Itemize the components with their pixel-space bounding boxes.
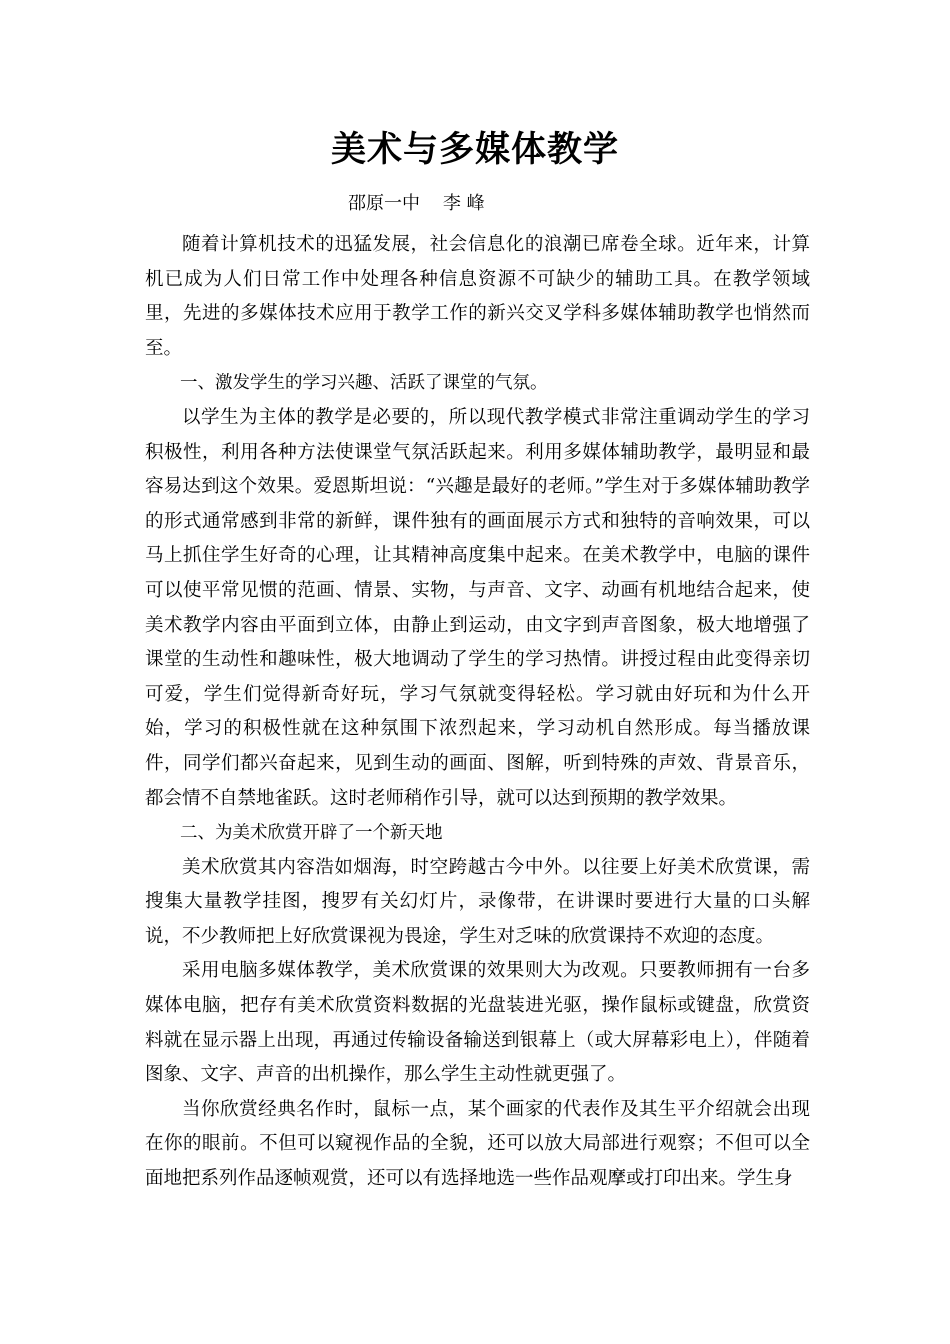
- section-2-paragraph-1: 美术欣赏其内容浩如烟海，时空跨越古今中外。以往要上好美术欣赏课，需搜集大量教学挂图，搜罗有关幻灯片，录像带，在讲课时要进行大量的口头解说，不少教师把上好欣赏课视为畏途，学生对乏味的欣赏课持不欢迎的态度。: [145, 856, 810, 947]
- document-body: [145, 228, 810, 1197]
- section-heading-2: 二、为美术欣赏开辟了一个新天地: [180, 823, 443, 844]
- document-title: 美术与多媒体教学: [330, 130, 619, 170]
- section-1-paragraph: 以学生为主体的教学是必要的，所以现代教学模式非常注重调动学生的学习积极性，利用各种方法使课堂气氛活跃起来。利用多媒体辅助教学，最明显和最容易达到这个效果。爱恩斯坦说：“兴趣是最好的老师。”学生对于多媒体辅助教学的形式通常感到非常的新鲜，课件独有的画面展示方式和独特的音响效果，可以马上抓住学生好奇的心理，让其精神高度集中起来。在美术教学中，电脑的课件可以使平常见惯的范画、情景、实物，与声音、文字、动画有机地结合起来，使美术教学内容由平面到立体，由静止到运动，由文字到声音图象，极大地增强了课堂的生动性和趣味性，极大地调动了学生的学习热情。讲授过程由此变得亲切可爱，学生们觉得新奇好玩，学习气氛就变得轻松。学习就由好玩和为什么开始，学习的积极性就在这种氛围下浓烈起来，学习动机自然形成。每当播放课件，同学们都兴奋起来，见到生动的画面、图解，听到特殊的声效、背景音乐，都会情不自禁地雀跃。这时老师稍作引导，就可以达到预期的教学效果。: [145, 406, 810, 809]
- section-2-paragraph-2: 采用电脑多媒体教学，美术欣赏课的效果则大为改观。只要教师拥有一台多媒体电脑，把存有美术欣赏资料数据的光盘装进光驱，操作鼠标或键盘，欣赏资料就在显示器上出现，再通过传输设备输送到银幕上（或大屏幕彩电上），伴随着图象、文字、声音的出机操作，那么学生主动性就更强了。: [145, 960, 810, 1086]
- section-2-paragraph-3: 当你欣赏经典名作时，鼠标一点，某个画家的代表作及其生平介绍就会出现在你的眼前。不但可以窥视作品的全貌，还可以放大局部进行观察；不但可以全面地把系列作品逐帧观赏，还可以有选择地选一些作品观摩或打印出来。学生身: [145, 1098, 810, 1190]
- intro-paragraph: 随着计算机技术的迅猛发展，社会信息化的浪潮已席卷全球。近年来，计算机已成为人们日常工作中处理各种信息资源不可缺少的辅助工具。在教学领域里，先进的多媒体技术应用于教学工作的新兴交叉学科多媒体辅助教学也悄然而至。: [145, 234, 810, 359]
- author-byline: 邵原一中 李 峰: [348, 193, 485, 214]
- section-heading-1: 一、激发学生的学习兴趣、活跃了课堂的气氛。: [180, 373, 548, 394]
